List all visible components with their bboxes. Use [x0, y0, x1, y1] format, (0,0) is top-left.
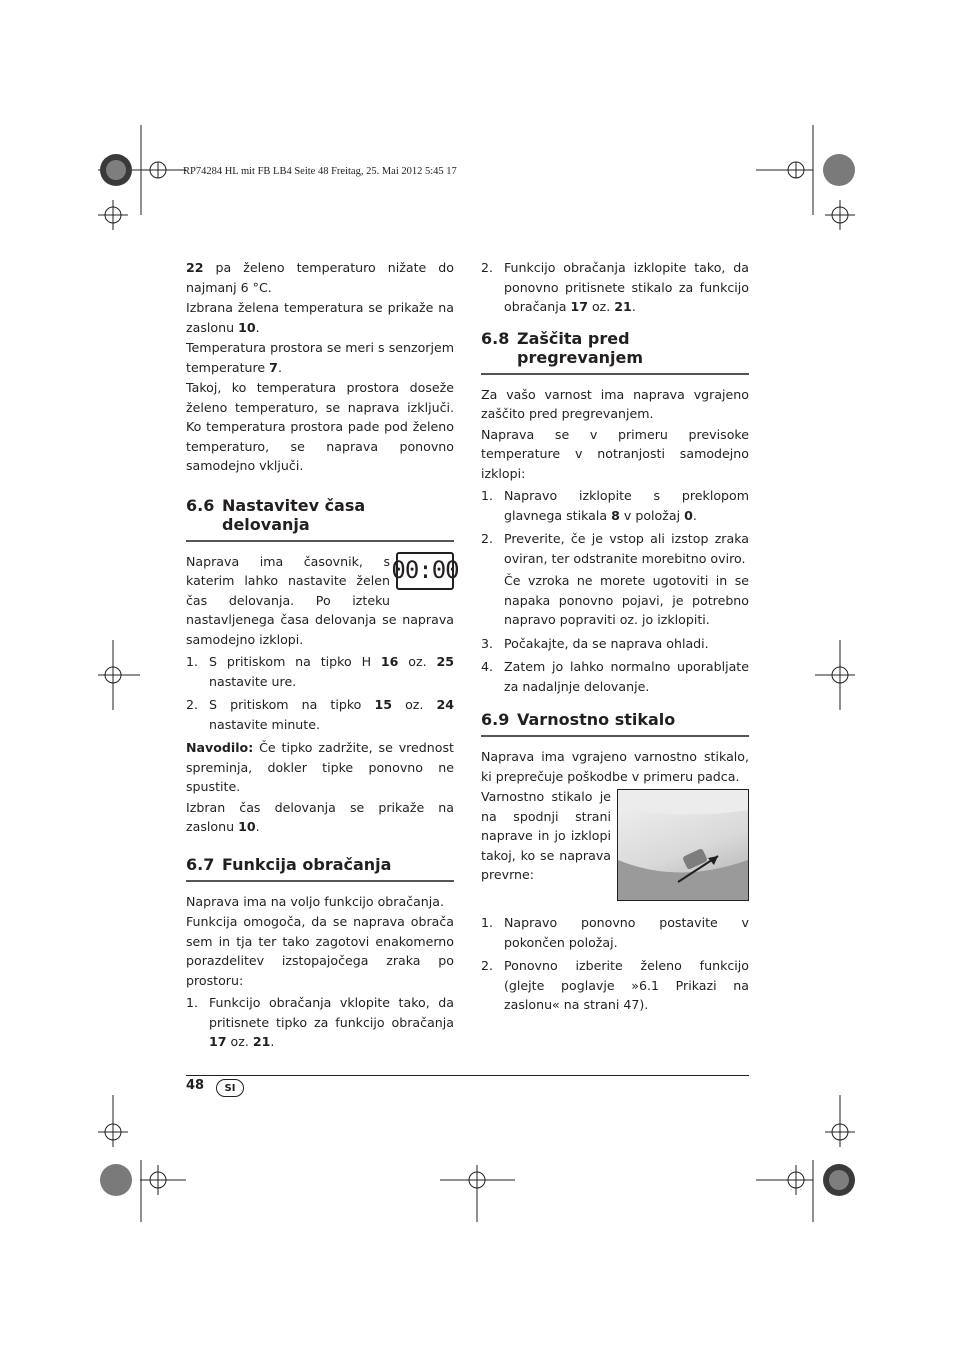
list-item: 3. Počakajte, da se naprava ohladi.: [481, 635, 709, 651]
list-item: 2. Ponovno izberite želeno funkcijo (glejte poglavje »6.1 Prikazi na zaslonu« na strani 47).: [481, 958, 749, 1012]
timer-display-icon: 00:00: [396, 552, 454, 590]
numbered-list: [186, 652, 454, 734]
paragraph: Izbran čas delovanja se prikaže na zaslonu 10.: [186, 799, 454, 834]
list-item: 1. Funkcijo obračanja vklopite tako, da pritisnete tipko za funkcijo obračanja 17 oz. 21.: [186, 995, 454, 1049]
section-heading-6-8: 6.8 Zaščita pred pregrevanjem: [481, 329, 749, 375]
list-item: 2. S pritiskom na tipko 15 oz. 24 nastavite minute.: [186, 697, 455, 732]
page-number: 48: [186, 1078, 205, 1093]
numbered-list: [481, 486, 749, 696]
safety-switch-photo: [617, 789, 749, 901]
list-item: 2. Funkcijo obračanja izklopite tako, da ponovno pritisnete stikalo za funkcijo obračanja 17 oz. 21.: [481, 260, 749, 314]
section-heading-6-9: 6.9 Varnostno stikalo: [481, 710, 749, 737]
right-column: [481, 258, 749, 1019]
list-item-subparagraph: Če vzroka ne morete ugotoviti in se napaka ponovno pojavi, je potrebno napravo popraviti oz. jo izklopiti.: [504, 573, 749, 627]
paragraph: Takoj, ko temperatura prostora doseže želeno temperaturo, se naprava izklјuči. Ko temperatura prostora pade pod želeno temperaturo, se naprava ponovno samodejno vklјuči.: [186, 380, 454, 473]
paragraph: Izbrana želena temperatura se prikaže na zaslonu 10.: [186, 300, 454, 335]
left-column: [186, 258, 459, 1056]
paragraph: 22 pa želeno temperaturo nižate do najmanj 6 °C.: [186, 260, 454, 295]
list-item: 1. Napravo izklopite s preklopom glavnega stikala 8 v položaj 0.: [481, 488, 749, 523]
list-item: 2. Preverite, če je vstop ali izstop zraka oviran, ter odstranite morebitno oviro. Če vzroka ne morete ugotoviti in se napaka ponovno pojavi, je potrebno napravo popraviti oz. jo izklopiti.: [481, 529, 749, 630]
paragraph: Naprava ima vgrajeno varnostno stikalo, ki preprečuje poškodbe v primeru padca.: [481, 749, 749, 784]
paragraph: Naprava ima na voljo funkcijo obračanja.: [186, 893, 445, 909]
list-item: 1. S pritiskom na tipko H 16 oz. 25 nastavite ure.: [186, 654, 454, 689]
note: Navodilo: Če tipko zadržite, se vrednost spreminja, dokler tipke ponovno ne spustite.: [186, 740, 454, 794]
numbered-list: [186, 993, 454, 1052]
numbered-list: [481, 258, 749, 317]
device-underside-illustration: [618, 790, 748, 900]
numbered-list: [481, 913, 749, 1015]
paragraph: Naprava ima časovnik, s katerim lahko nastavite želen čas delovanja. Po izteku nastavljenega časa delovanja se naprava samodejno izklopi.: [186, 553, 454, 647]
paragraph: Temperatura prostora se meri s senzorjem temperature 7.: [186, 340, 454, 375]
print-header: RP74284 HL mit FB LB4 Seite 48 Freitag, 25. Mai 2012 5:45 17: [183, 166, 457, 177]
section-heading-6-6: 6.6 Nastavitev časa delovanja: [186, 496, 454, 542]
paragraph: Naprava se v primeru previsoke temperature v notranjosti samodejno izklopi:: [481, 426, 749, 481]
section-heading-6-7: 6.7 Funkcija obračanja: [186, 855, 454, 882]
footer-rule: [186, 1075, 749, 1076]
list-item: 1. Napravo ponovno postavite v pokončen položaj.: [481, 915, 749, 950]
language-badge: SI: [216, 1079, 244, 1097]
paragraph: Za vašo varnost ima naprava vgrajeno zaščito pred pregrevanjem.: [481, 386, 749, 421]
paragraph: Varnostno stikalo je na spodnji strani naprave in jo izklopi takoj, ko se naprava prevrne:: [481, 789, 611, 882]
paragraph: Funkcija omogoča, da se naprava obrača sem in tja ter tako zagotovi enakomerno porazdelitev izstopajočega zraka po prostoru:: [186, 914, 454, 988]
list-item: 4. Zatem jo lahko normalno uporabljate za nadaljnje delovanje.: [481, 659, 749, 694]
